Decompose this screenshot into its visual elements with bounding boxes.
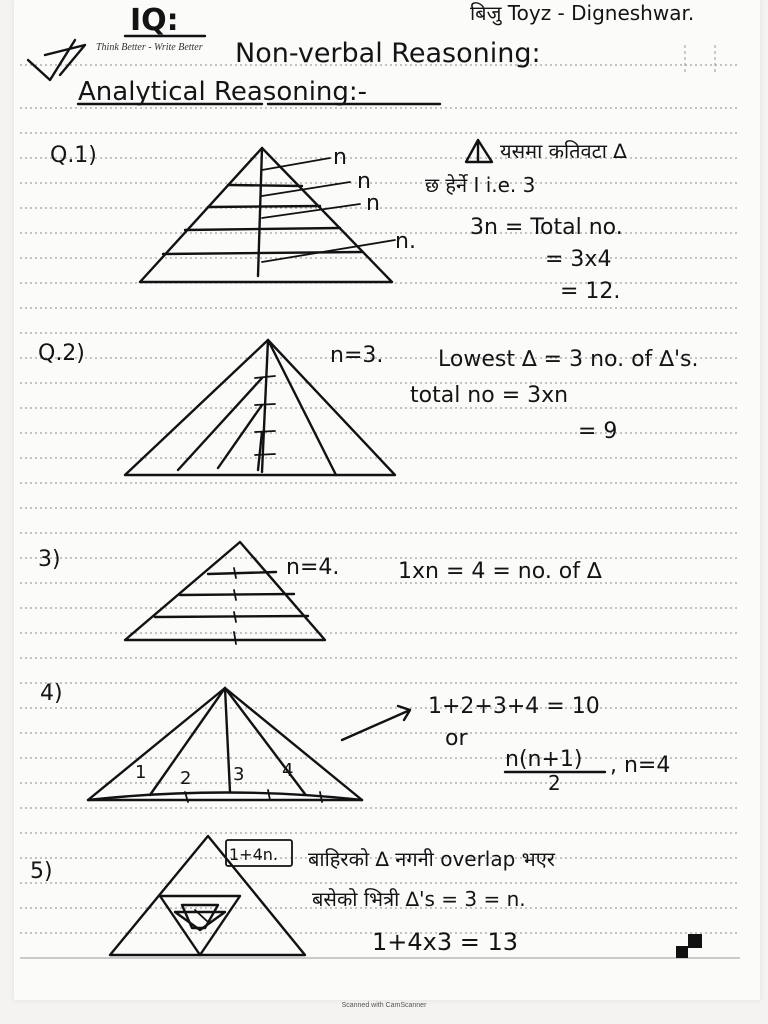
q1-label-n4: n. <box>395 229 416 254</box>
iq-title: IQ: <box>130 3 179 38</box>
q4-label-1: 1 <box>135 762 147 783</box>
q4-triangle <box>88 688 362 802</box>
q5-note-3: 1+4x3 = 13 <box>372 928 519 956</box>
q4-label-4: 4 <box>282 760 294 781</box>
q4-label-2: 2 <box>180 768 192 789</box>
scribble-mark <box>28 40 85 80</box>
q2-note-2: Lowest ∆ = 3 no. of ∆'s. <box>438 347 699 372</box>
question-4 <box>40 681 670 802</box>
question-3 <box>38 542 602 644</box>
q2-number: Q.2) <box>38 341 85 366</box>
q1-note-3: 3n = Total no. <box>470 215 623 240</box>
q5-note-1: बाहिरको ∆ नगनी overlap भएर <box>308 847 555 871</box>
triangle-symbol <box>466 140 492 162</box>
q2-note-1: n=3. <box>330 343 384 368</box>
q1-number: Q.1) <box>50 143 97 168</box>
q1-note-4: = 3x4 <box>545 247 612 272</box>
question-1 <box>50 139 627 304</box>
ruled-lines <box>20 65 740 958</box>
q3-number: 3) <box>38 547 61 572</box>
margin-marks <box>685 45 715 72</box>
scanner-footer: Scanned with CamScanner <box>341 1002 427 1009</box>
question-2 <box>38 340 699 475</box>
q1-label-n1: n <box>333 145 347 170</box>
q4-label-3: 3 <box>233 764 245 785</box>
q1-label-n2: n <box>357 169 371 194</box>
top-right-note: बिजु Toyz - Digneshwar. <box>470 1 695 25</box>
topic-heading: Non-verbal Reasoning: <box>235 38 541 69</box>
q3-note-2: 1xn = 4 = no. of ∆ <box>398 559 602 584</box>
q1-note-1: यसमा कतिवटा ∆ <box>500 139 627 163</box>
notebook-page <box>14 0 760 1000</box>
handwritten-notes <box>14 0 760 1000</box>
q4-note-1: 1+2+3+4 = 10 <box>428 694 600 719</box>
q4-note-4: 2 <box>548 771 561 795</box>
q3-note-1: n=4. <box>286 555 340 580</box>
q4-note-2: or <box>445 726 468 751</box>
q2-note-4: = 9 <box>578 419 618 444</box>
q1-note-2: छ हेर्ने I i.e. 3 <box>425 173 536 197</box>
q5-note-2: बसेको भित्री ∆'s = 3 = n. <box>312 887 526 911</box>
q4-note-5: , n=4 <box>610 753 671 778</box>
scan-corner-mark <box>676 934 702 958</box>
q5-number: 5) <box>30 859 53 884</box>
arrow-icon <box>342 706 410 740</box>
q4-note-3: n(n+1) <box>505 747 583 772</box>
q1-label-n3: n <box>366 191 380 216</box>
notebook-brand: Think Better - Write Better <box>96 42 203 53</box>
q1-note-5: = 12. <box>560 279 621 304</box>
subtopic-heading: Analytical Reasoning:- <box>78 77 368 107</box>
q2-note-3: total no = 3xn <box>410 383 569 408</box>
question-5 <box>30 836 556 956</box>
q5-boxed-text: 1+4n. <box>229 845 278 864</box>
q4-number: 4) <box>40 681 63 706</box>
